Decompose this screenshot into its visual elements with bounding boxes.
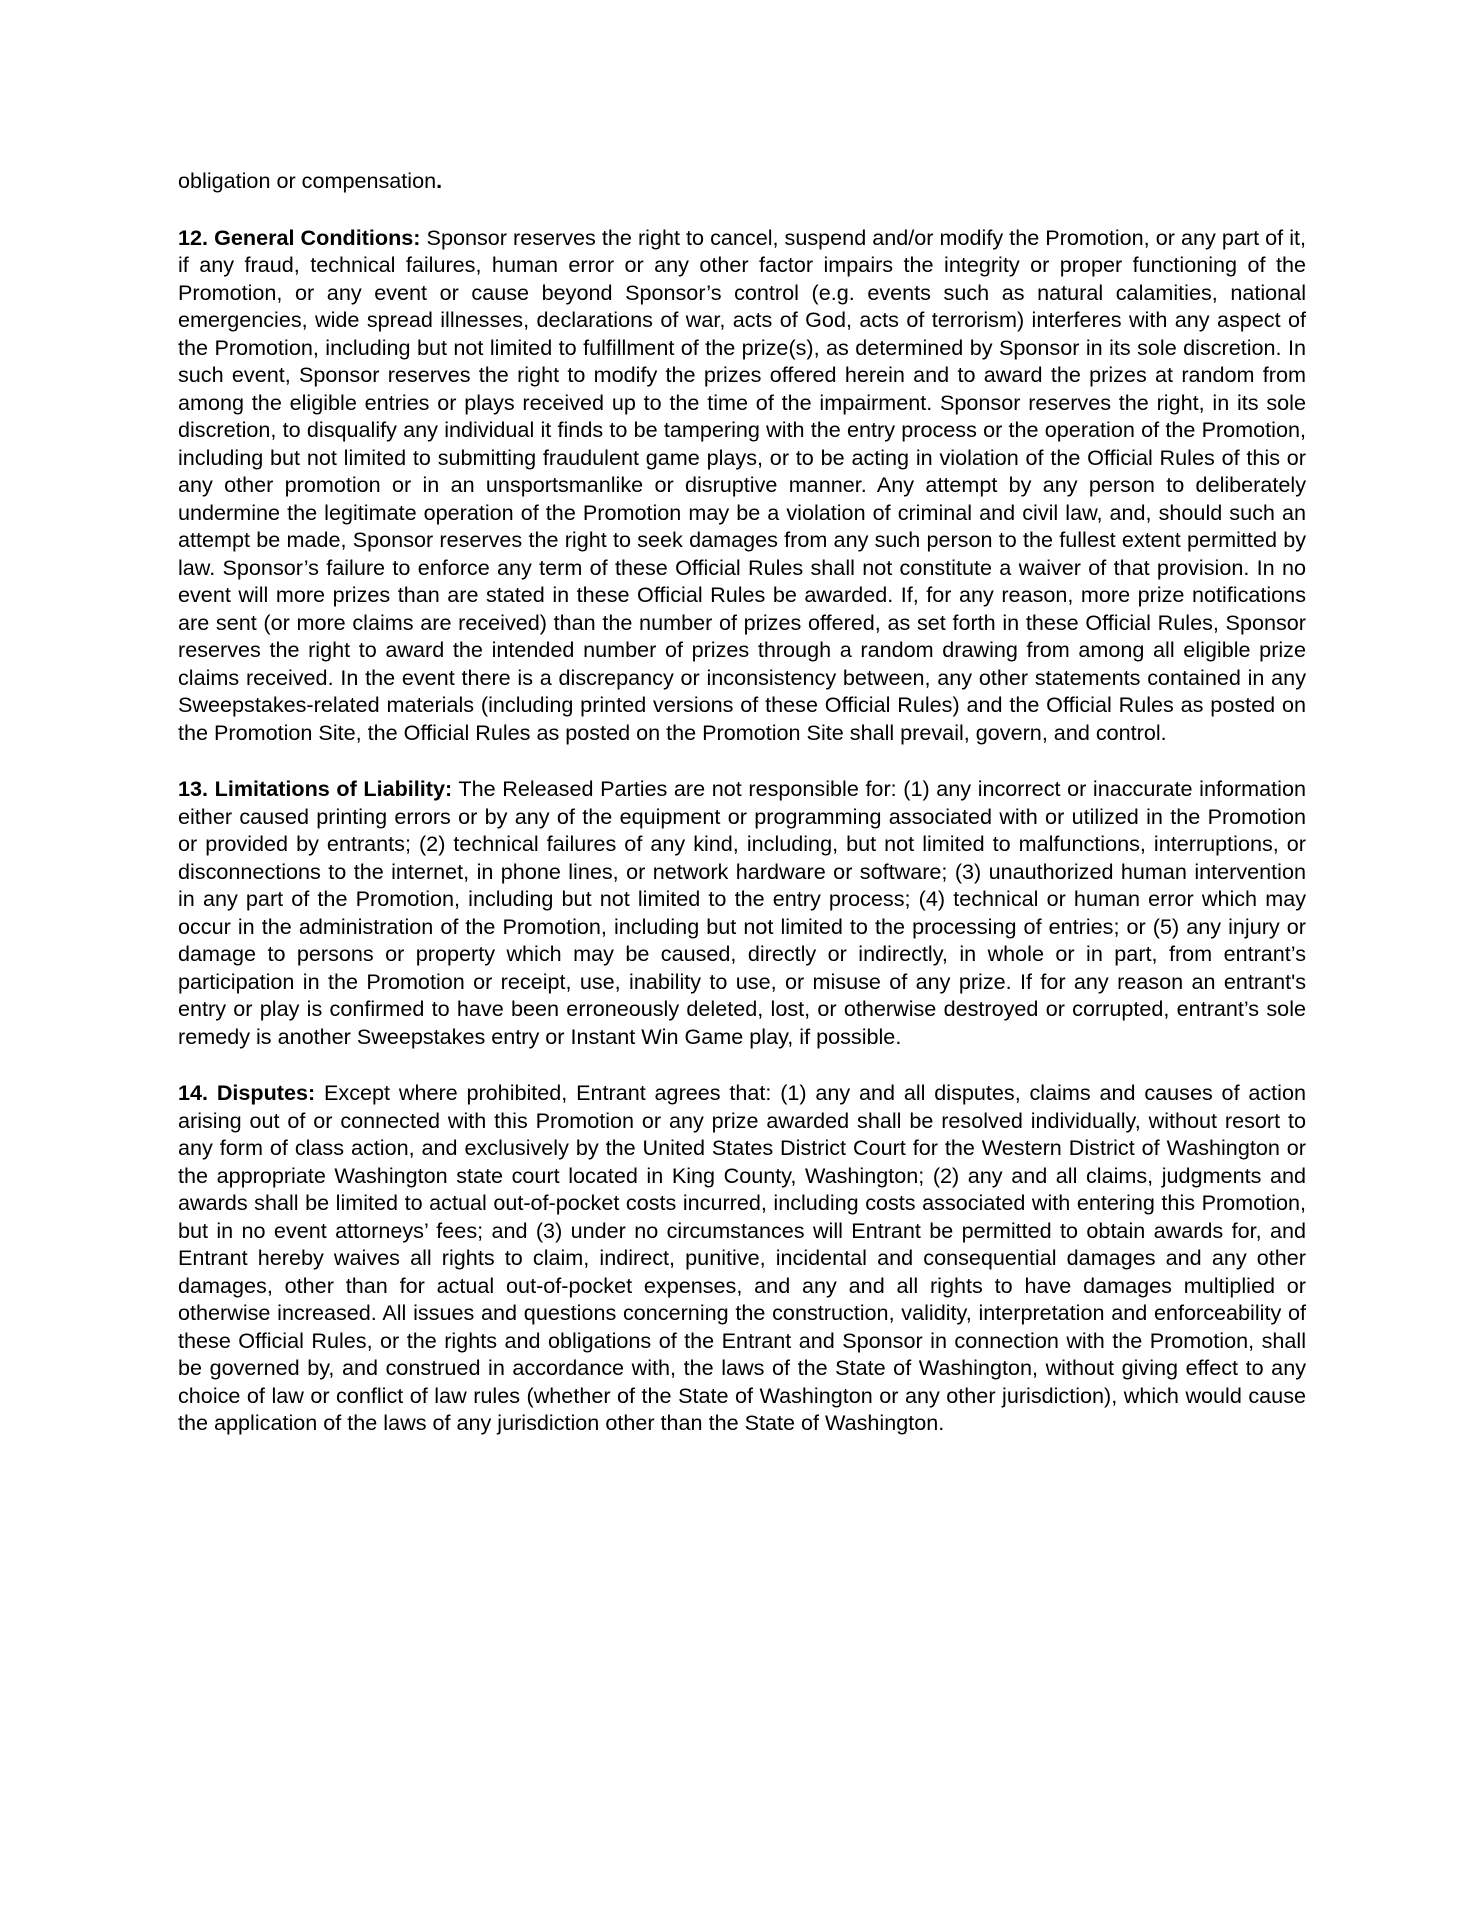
paragraph-heading: 12. General Conditions: — [178, 224, 421, 250]
paragraph-limitations-of-liability — [178, 775, 1306, 1050]
paragraph-body: Sponsor reserves the right to cancel, suspend and/or modify the Promotion, or any part of it, if any fraud, technical failures, human error or any other factor impairs the integrity or proper functioning of the Promotion, or any event or cause beyond Sponsor’s control (e.g. events such as natural calamities, national emergencies, wide spread illnesses, declarations of war, acts of God, acts of terrorism) interferes with any aspect of the Promotion, including but not limited to fulfillment of the prize(s), as determined by Sponsor in its sole discretion. In such event, Sponsor reserves the right to modify the prizes offered herein and to award the prizes at random from among the eligible entries or plays received up to the time of the impairment. Sponsor reserves the right, in its sole discretion, to disqualify any individual it finds to be tampering with the entry process or the operation of the Promotion, including but not limited to submitting fraudulent game plays, or to be acting in violation of the Official Rules of this or any other promotion or in an unsportsmanlike or disruptive manner. Any attempt by any person to deliberately undermine the legitimate operation of the Promotion may be a violation of criminal and civil law, and, should such an attempt be made, Sponsor reserves the right to seek damages from any such person to the fullest extent permitted by law. Sponsor’s failure to enforce any term of these Official Rules shall not constitute a waiver of that provision. In no event will more prizes than are stated in these Official Rules be awarded. If, for any reason, more prize notifications are sent (or more claims are received) than the number of prizes offered, as set forth in these Official Rules, Sponsor reserves the right to award the intended number of prizes through a random drawing from among all eligible prize claims received. In the event there is a discrepancy or inconsistency between, any other statements contained in any Sweepstakes-related materials (including printed versions of these Official Rules) and the Official Rules as posted on the Promotion Site, the Official Rules as posted on the Promotion Site shall prevail, govern, and control. — [178, 224, 1306, 745]
paragraph-heading: 13. Limitations of Liability: — [178, 776, 453, 801]
paragraph-body: The Released Parties are not responsible for: (1) any incorrect or inaccurate information either caused printing errors or by any of the equipment or programming associated with or utilized in the Promotion or provided by entrants; (2) technical failures of any kind, including, but not limited to malfunctions, interruptions, or disconnections to the internet, in phone lines, or network hardware or software; (3) unauthorized human intervention in any part of the Promotion, including but not limited to the entry process; (4) technical or human error which may occur in the administration of the Promotion, including but not limited to the processing of entries; or (5) any injury or damage to persons or property which may be caused, directly or indirectly, in whole or in part, from entrant’s participation in the Promotion or receipt, use, inability to use, or misuse of any prize. If for any reason an entrant's entry or play is confirmed to have been erroneously deleted, lost, or otherwise destroyed or corrupted, entrant’s sole remedy is another Sweepstakes entry or Instant Win Game play, if possible. — [178, 776, 1306, 1049]
paragraph-tail: . — [436, 168, 443, 193]
paragraph-body: obligation or compensation — [178, 168, 437, 193]
paragraph-continuation — [178, 167, 1306, 195]
paragraph-heading: 14. Disputes: — [178, 1080, 316, 1105]
paragraph-disputes — [178, 1079, 1306, 1437]
paragraph-body: Except where prohibited, Entrant agrees that: (1) any and all disputes, claims and causes of action arising out of or connected with this Promotion or any prize awarded shall be resolved individually, without resort to any form of class action, and exclusively by the United States District Court for the Western District of Washington or the appropriate Washington state court located in King County, Washington; (2) any and all claims, judgments and awards shall be limited to actual out-of-pocket costs incurred, including costs associated with entering this Promotion, but in no event attorneys’ fees; and (3) under no circumstances will Entrant be permitted to obtain awards for, and Entrant hereby waives all rights to claim, indirect, punitive, incidental and consequential damages and any other damages, other than for actual out-of-pocket expenses, and any and all rights to have damages multiplied or otherwise increased. All issues and questions concerning the construction, validity, interpretation and enforceability of these Official Rules, or the rights and obligations of the Entrant and Sponsor in connection with the Promotion, shall be governed by, and construed in accordance with, the laws of the State of Washington, without giving effect to any choice of law or conflict of law rules (whether of the State of Washington or any other jurisdiction), which would cause the application of the laws of any jurisdiction other than the State of Washington. — [178, 1080, 1306, 1435]
paragraph-general-conditions — [178, 224, 1306, 747]
